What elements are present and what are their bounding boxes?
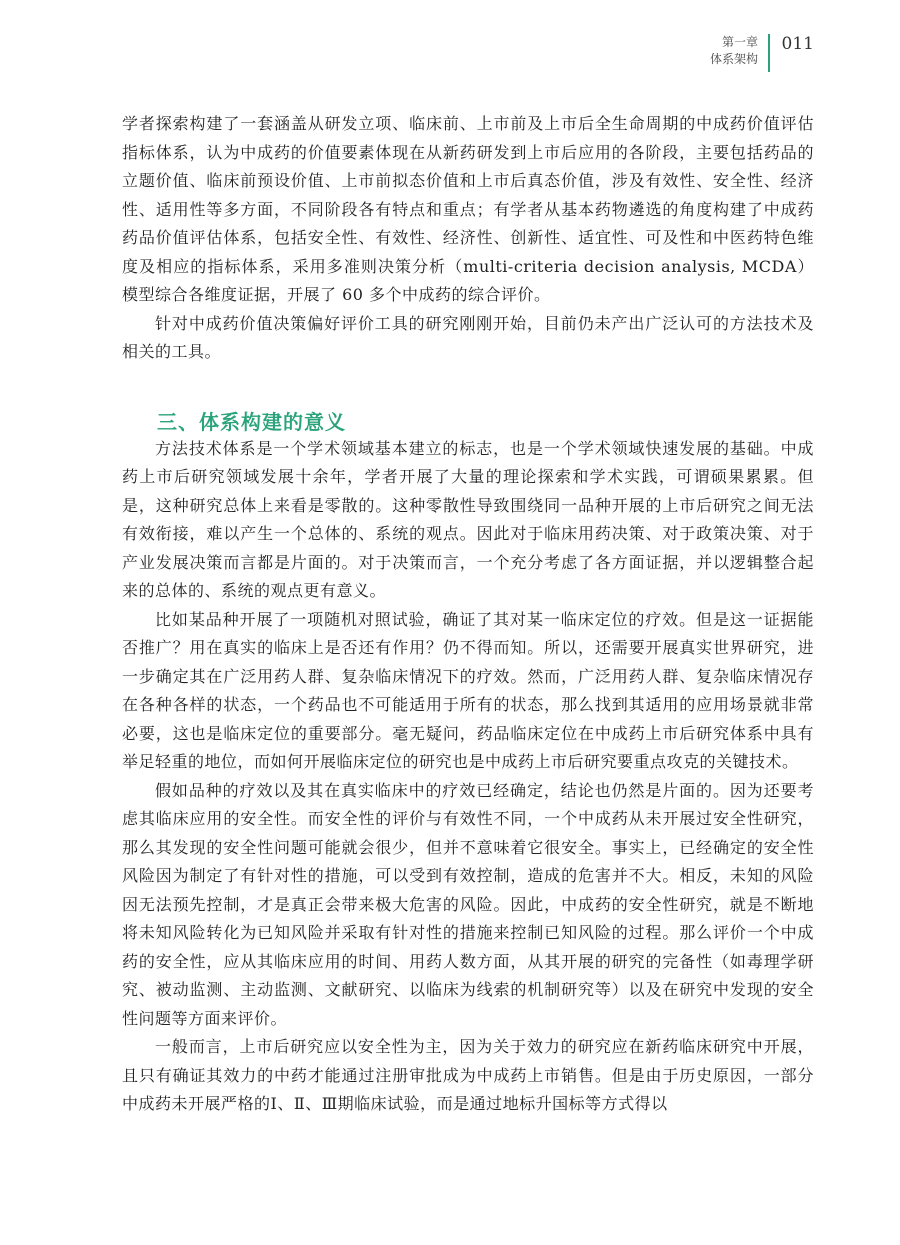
page-number: 011 — [781, 34, 814, 54]
running-header — [710, 34, 814, 74]
running-header-chapter — [710, 34, 768, 68]
paragraph: 方法技术体系是一个学术领域基本建立的标志，也是一个学术领域快速发展的基础。中成药上市后研究领域发展十余年，学者开展了大量的理论探索和学术实践，可谓硕果累累。但是，这种研究总体上来看是零散的。这种零散性导致围绕同一品种开展的上市后研究之间无法有效衔接，难以产生一个总体的、系统的观点。因此对于临床用药决策、对于政策决策、对于产业发展决策而言都是片面的。对于决策而言，一个充分考虑了各方面证据，并以逻辑整合起来的总体的、系统的观点更有意义。 — [122, 438, 814, 600]
paragraph: 一般而言，上市后研究应以安全性为主，因为关于效力的研究应在新药临床研究中开展，且只有确证其效力的中药才能通过注册审批成为中成药上市销售。但是由于历史原因，一部分中成药未开展严格的Ⅰ、Ⅱ、Ⅲ期临床试验，而是通过地标升国标等方式得以 — [122, 1037, 814, 1113]
section-label: 体系架构 — [710, 52, 759, 66]
page-body — [122, 110, 814, 1119]
section-heading: 三、体系构建的意义 — [157, 409, 346, 434]
paragraph: 假如品种的疗效以及其在真实临床中的疗效已经确定，结论也仍然是片面的。因为还要考虑其临床应用的安全性。而安全性的评价与有效性不同，一个中成药从未开展过安全性研究，那么其发现的安全性问题可能就会很少，但并不意味着它很安全。事实上，已经确定的安全性风险因为制定了有针对性的措施，可以受到有效控制，造成的危害并不大。相反，未知的风险因无法预先控制，才是真正会带来极大危害的风险。因此，中成药的安全性研究，就是不断地将未知风险转化为已知风险并采取有针对性的措施来控制已知风险的过程。那么评价一个中成药的安全性，应从其临床应用的时间、用药人数方面，从其开展的研究的完备性（如毒理学研究、被动监测、主动监测、文献研究、以临床为线索的机制研究等）以及在研究中发现的安全性问题等方面来评价。 — [122, 780, 814, 1028]
chapter-label: 第一章 — [722, 35, 759, 49]
paragraph: 学者探索构建了一套涵盖从研发立项、临床前、上市前及上市后全生命周期的中成药价值评估指标体系，认为中成药的价值要素体现在从新药研发到上市后应用的各阶段，主要包括药品的立题价值、临床前预设价值、上市前拟态价值和上市后真态价值，涉及有效性、安全性、经济性、适用性等多方面，不同阶段各有特点和重点；有学者从基本药物遴选的角度构建了中成药药品价值评估体系，包括安全性、有效性、经济性、创新性、适宜性、可及性和中医药特色维度及相应的指标体系，采用多准则决策分析（multi-criteria decision analysis, MCDA）模型综合各维度证据，开展了 60 多个中成药的综合评价。 — [122, 114, 814, 304]
paragraph: 比如某品种开展了一项随机对照试验，确证了其对某一临床定位的疗效。但是这一证据能否推广？用在真实的临床上是否还有作用？仍不得而知。所以，还需要开展真实世界研究，进一步确定其在广泛用药人群、复杂临床情况下的疗效。然而，广泛用药人群、复杂临床情况存在各种各样的状态，一个药品也不可能适用于所有的状态，那么找到其适用的应用场景就非常必要，这也是临床定位的重要部分。毫无疑问，药品临床定位在中成药上市后研究体系中具有举足轻重的地位，而如何开展临床定位的研究也是中成药上市后研究要重点攻克的关键技术。 — [122, 609, 814, 771]
paragraph: 针对中成药价值决策偏好评价工具的研究刚刚开始，目前仍未产出广泛认可的方法技术及相关的工具。 — [122, 313, 814, 361]
